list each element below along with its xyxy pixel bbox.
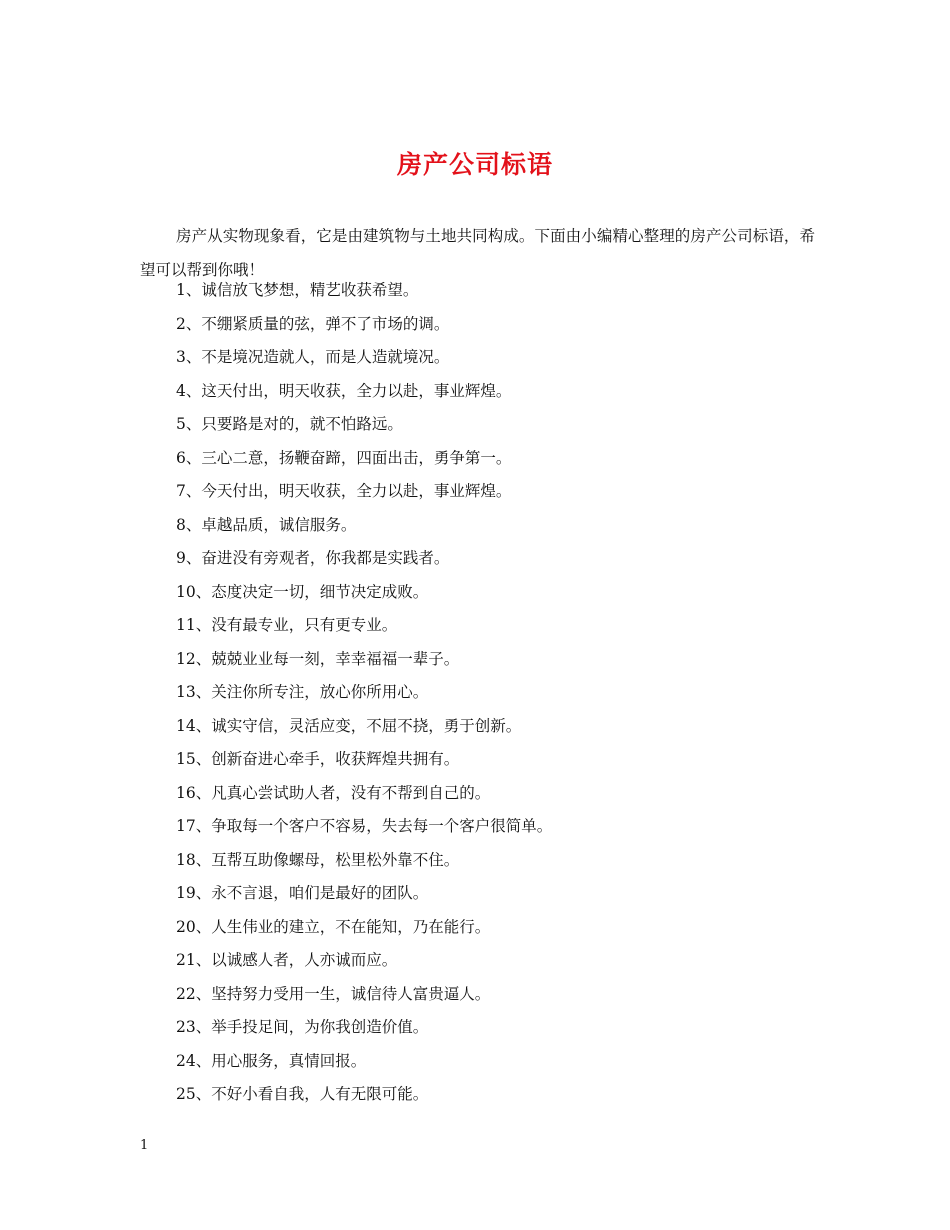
list-item: 5、只要路是对的，就不怕路远。	[176, 415, 403, 433]
list-item: 21、以诚感人者，人亦诚而应。	[176, 951, 398, 969]
list-item: 16、凡真心尝试助人者，没有不帮到自己的。	[176, 783, 491, 802]
list-item: 10、态度决定一切，细节决定成败。	[176, 582, 429, 601]
list-item: 18、互帮互助像螺母，松里松外靠不住。	[176, 850, 460, 869]
page-number: 1	[140, 1138, 149, 1153]
list-item: 24、用心服务，真情回报。	[176, 1051, 367, 1070]
list-item: 20、人生伟业的建立，不在能知，乃在能行。	[176, 917, 491, 936]
list-item: 12、兢兢业业每一刻，幸幸福福一辈子。	[176, 649, 460, 668]
list-item: 15、创新奋进心牵手，收获辉煌共拥有。	[176, 750, 460, 768]
document-title: 房产公司标语	[396, 149, 553, 179]
list-item: 22、坚持努力受用一生，诚信待人富贵逼人。	[176, 984, 491, 1003]
list-item: 11、没有最专业，只有更专业。	[176, 616, 398, 634]
list-item: 25、不好小看自我，人有无限可能。	[176, 1085, 429, 1103]
intro-paragraph: 房产从实物现象看，它是由建筑物与土地共同构成。下面由小编精心整理的房产公司标语，希望可以帮到你哦！	[140, 226, 815, 279]
list-item: 3、不是境况造就人，而是人造就境况。	[176, 348, 450, 366]
list-item: 19、永不言退，咱们是最好的团队。	[176, 884, 429, 902]
list-item: 13、关注你所专注，放心你所用心。	[176, 683, 429, 701]
list-item: 14、诚实守信，灵活应变，不屈不挠，勇于创新。	[176, 716, 522, 735]
list-item: 1、诚信放飞梦想，精艺收获希望。	[176, 281, 419, 299]
slogan-list	[176, 274, 816, 1112]
list-item: 9、奋进没有旁观者，你我都是实践者。	[176, 549, 450, 567]
list-item: 8、卓越品质，诚信服务。	[176, 515, 357, 534]
list-item: 17、争取每一个客户不容易，失去每一个客户很简单。	[176, 817, 553, 835]
list-item: 4、这天付出，明天收获，全力以赴，事业辉煌。	[176, 381, 512, 400]
list-item: 23、举手投足间，为你我创造价值。	[176, 1018, 429, 1036]
list-item: 6、三心二意，扬鞭奋蹄，四面出击，勇争第一。	[176, 448, 512, 467]
list-item: 2、不绷紧质量的弦，弹不了市场的调。	[176, 314, 450, 333]
list-item: 7、今天付出，明天收获，全力以赴，事业辉煌。	[176, 482, 512, 500]
